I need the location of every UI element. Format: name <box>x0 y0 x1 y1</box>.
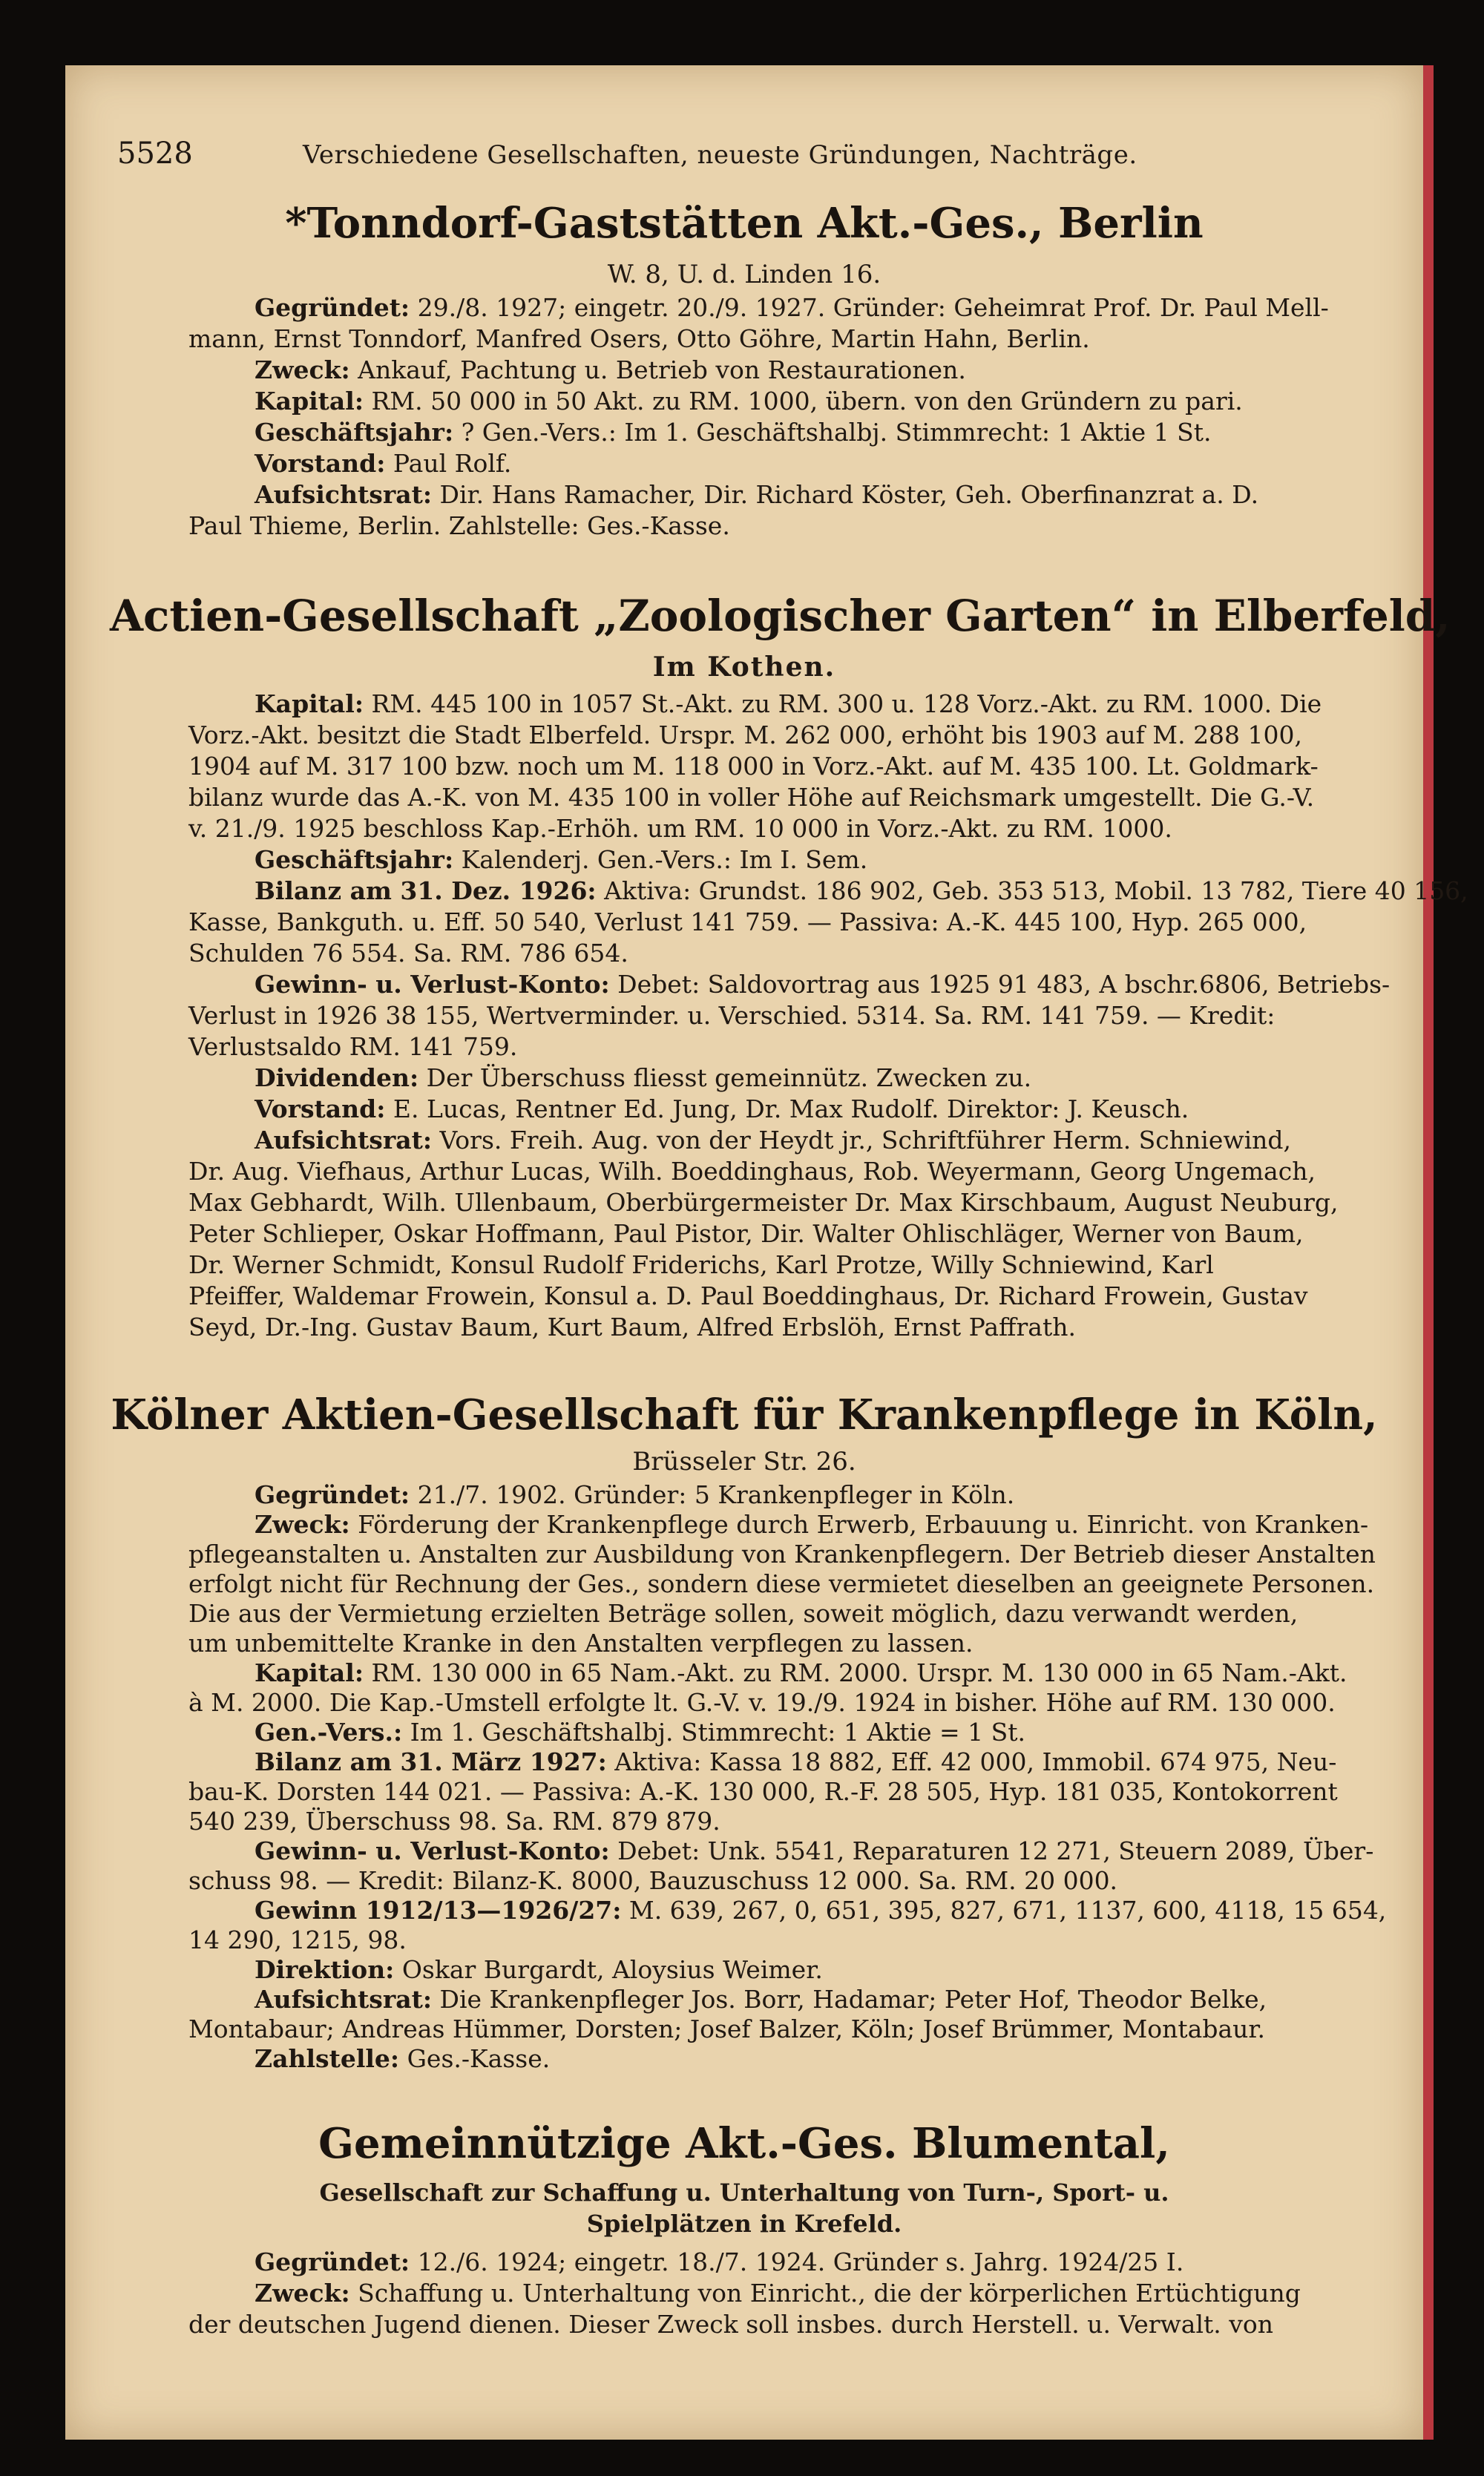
entry-line: Kapital: RM. 130 000 in 65 Nam.-Akt. zu RM. 2000. Urspr. M. 130 000 in 65 Nam.-Akt. <box>255 1658 1347 1687</box>
entry-line: bau-K. Dorsten 144 021. — Passiva: A.-K. 130 000, R.-F. 28 505, Hyp. 181 035, Kontokorrent <box>188 1777 1338 1806</box>
entry-line: Kapital: RM. 445 100 in 1057 St.-Akt. zu RM. 300 u. 128 Vorz.-Akt. zu RM. 1000. Die <box>255 689 1322 718</box>
entry-line: um unbemittelte Kranke in den Anstalten verpflegen zu lassen. <box>188 1629 974 1658</box>
entry-line: Dr. Aug. Viefhaus, Arthur Lucas, Wilh. Boeddinghaus, Rob. Weyermann, Georg Ungemach, <box>188 1157 1316 1186</box>
entry-line: 1904 auf M. 317 100 bzw. noch um M. 118 000 in Vorz.-Akt. auf M. 435 100. Lt. Goldmark- <box>188 752 1319 781</box>
entry-line: Montabaur; Andreas Hümmer, Dorsten; Josef Balzer, Köln; Josef Brümmer, Montabaur. <box>188 2014 1266 2043</box>
entry-line: pflegeanstalten u. Anstalten zur Ausbildung von Krankenpflegern. Der Betrieb dieser Anstalten <box>188 1540 1376 1569</box>
entry-line: Dividenden: Der Überschuss fliesst gemeinnütz. Zwecken zu. <box>255 1063 1032 1092</box>
entry-line: Gewinn 1912/13—1926/27: M. 639, 267, 0, 651, 395, 827, 671, 1137, 600, 4118, 15 654, <box>255 1896 1387 1925</box>
entry-line: à M. 2000. Die Kap.-Umstell erfolgte lt. G.-V. v. 19./9. 1924 in bisher. Höhe auf RM. 130 000. <box>188 1688 1336 1717</box>
entry-line: Verlust in 1926 38 155, Wertverminder. u. Verschied. 5314. Sa. RM. 141 759. — Kredit: <box>188 1001 1275 1030</box>
entry-line: Gegründet: 29./8. 1927; eingetr. 20./9. 1927. Gründer: Geheimrat Prof. Dr. Paul Mell- <box>255 293 1329 322</box>
entry-line: Aufsichtsrat: Dir. Hans Ramacher, Dir. Richard Köster, Geh. Oberfinanzrat a. D. <box>255 480 1259 509</box>
entry-line: Gen.-Vers.: Im 1. Geschäftshalbj. Stimmrecht: 1 Aktie = 1 St. <box>255 1718 1025 1747</box>
entry-line: Vorz.-Akt. besitzt die Stadt Elberfeld. Urspr. M. 262 000, erhöht bis 1903 auf M. 288 100, <box>188 720 1303 749</box>
entry-line: Kapital: RM. 50 000 in 50 Akt. zu RM. 1000, übern. von den Gründern zu pari. <box>255 387 1243 416</box>
entry-title-blumental: Gemeinnützige Akt.-Ges. Blumental, <box>318 2119 1170 2168</box>
page-number: 5528 <box>117 137 193 171</box>
running-title: Verschiedene Gesellschaften, neueste Gründungen, Nachträge. <box>303 140 1137 170</box>
entry-line: Aufsichtsrat: Vors. Freih. Aug. von der Heydt jr., Schriftführer Herm. Schniewind, <box>255 1126 1292 1155</box>
entry-title-tonndorf: *Tonndorf-Gaststätten Akt.-Ges., Berlin <box>285 199 1204 248</box>
entry-subtitle-koeln: Brüsseler Str. 26. <box>632 1447 856 1477</box>
entry-line: Verlustsaldo RM. 141 759. <box>188 1032 518 1061</box>
entry-line: schuss 98. — Kredit: Bilanz-K. 8000, Bauzuschuss 12 000. Sa. RM. 20 000. <box>188 1866 1118 1895</box>
entry-line: Schulden 76 554. Sa. RM. 786 654. <box>188 939 628 968</box>
entry-line: Gegründet: 12./6. 1924; eingetr. 18./7. 1924. Gründer s. Jahrg. 1924/25 I. <box>255 2247 1184 2276</box>
page <box>65 65 1468 2440</box>
entry-line: Kasse, Bankguth. u. Eff. 50 540, Verlust 141 759. — Passiva: A.-K. 445 100, Hyp. 265 000, <box>188 907 1307 936</box>
entry-line: Zahlstelle: Ges.-Kasse. <box>255 2044 551 2073</box>
entry-line: Vorstand: Paul Rolf. <box>255 449 512 478</box>
entry-line: Zweck: Schaffung u. Unterhaltung von Einricht., die der körperlichen Ertüchtigung <box>255 2279 1301 2308</box>
entry-subtitle-tonndorf: W. 8, U. d. Linden 16. <box>607 260 881 289</box>
entry-line: Geschäftsjahr: Kalenderj. Gen.-Vers.: Im I. Sem. <box>255 845 868 874</box>
entry-line: 540 239, Überschuss 98. Sa. RM. 879 879. <box>188 1807 720 1836</box>
entry-line: v. 21./9. 1925 beschloss Kap.-Erhöh. um RM. 10 000 in Vorz.-Akt. zu RM. 1000. <box>188 814 1172 843</box>
entry-line: der deutschen Jugend dienen. Dieser Zweck soll insbes. durch Herstell. u. Verwalt. von <box>188 2310 1274 2339</box>
entry-line: Aufsichtsrat: Die Krankenpfleger Jos. Borr, Hadamar; Peter Hof, Theodor Belke, <box>255 1985 1267 2014</box>
entry-line: Bilanz am 31. März 1927: Aktiva: Kassa 18 882, Eff. 42 000, Immobil. 674 975, Neu- <box>255 1747 1337 1776</box>
entry-line: Geschäftsjahr: ? Gen.-Vers.: Im 1. Geschäftshalbj. Stimmrecht: 1 Aktie 1 St. <box>255 418 1212 447</box>
entry-line: 14 290, 1215, 98. <box>188 1925 407 1954</box>
entry-title-zoo: Actien-Gesellschaft „Zoologischer Garten“ in Elberfeld, <box>110 591 1451 641</box>
entry-line: Zweck: Ankauf, Pachtung u. Betrieb von Restaurationen. <box>255 355 966 384</box>
entry-line: Pfeiffer, Waldemar Frowein, Konsul a. D. Paul Boeddinghaus, Dr. Richard Frowein, Gustav <box>188 1281 1308 1310</box>
entry-line: Paul Thieme, Berlin. Zahlstelle: Ges.-Kasse. <box>188 511 730 540</box>
entry-line: Gegründet: 21./7. 1902. Gründer: 5 Krankenpfleger in Köln. <box>255 1480 1015 1509</box>
entry-title-koeln: Kölner Aktien-Gesellschaft für Krankenpflege in Köln, <box>111 1390 1378 1439</box>
entry-subtitle-blumental: Gesellschaft zur Schaffung u. Unterhaltung von Turn-, Sport- u. Spielplätzen in Krefeld. <box>319 2178 1169 2238</box>
entry-line: Bilanz am 31. Dez. 1926: Aktiva: Grundst. 186 902, Geb. 353 513, Mobil. 13 782, Tiere 40 156, <box>255 876 1468 905</box>
entry-line: Die aus der Vermietung erzielten Beträge sollen, soweit möglich, dazu verwandt werden, <box>188 1599 1298 1628</box>
entry-subtitle-zoo: Im Kothen. <box>652 651 836 683</box>
entry-line: Gewinn- u. Verlust-Konto: Debet: Unk. 5541, Reparaturen 12 271, Steuern 2089, Über- <box>255 1836 1374 1865</box>
entry-line: Peter Schlieper, Oskar Hoffmann, Paul Pistor, Dir. Walter Ohlischläger, Werner von Baum, <box>188 1219 1304 1248</box>
entry-line: erfolgt nicht für Rechnung der Ges., sondern diese vermietet dieselben an geeignete Personen. <box>188 1569 1375 1598</box>
entry-line: Seyd, Dr.-Ing. Gustav Baum, Kurt Baum, Alfred Erbslöh, Ernst Paffrath. <box>188 1313 1076 1342</box>
entry-line: Max Gebhardt, Wilh. Ullenbaum, Oberbürgermeister Dr. Max Kirschbaum, August Neuburg, <box>188 1188 1339 1217</box>
entry-line: bilanz wurde das A.-K. von M. 435 100 in voller Höhe auf Reichsmark umgestellt. Die G.-V. <box>188 783 1315 812</box>
entry-line: Zweck: Förderung der Krankenpflege durch Erwerb, Erbauung u. Einricht. von Kranken- <box>255 1510 1369 1539</box>
entry-line: Dr. Werner Schmidt, Konsul Rudolf Friderichs, Karl Protze, Willy Schniewind, Karl <box>188 1250 1214 1279</box>
entry-line: Vorstand: E. Lucas, Rentner Ed. Jung, Dr. Max Rudolf. Direktor: J. Keusch. <box>255 1094 1189 1123</box>
entry-line: Direktion: Oskar Burgardt, Aloysius Weimer. <box>255 1955 823 1984</box>
entry-line: Gewinn- u. Verlust-Konto: Debet: Saldovortrag aus 1925 91 483, A bschr.6806, Betriebs- <box>255 970 1391 999</box>
page-header <box>117 137 1393 175</box>
entry-line: mann, Ernst Tonndorf, Manfred Osers, Otto Göhre, Martin Hahn, Berlin. <box>188 324 1090 353</box>
